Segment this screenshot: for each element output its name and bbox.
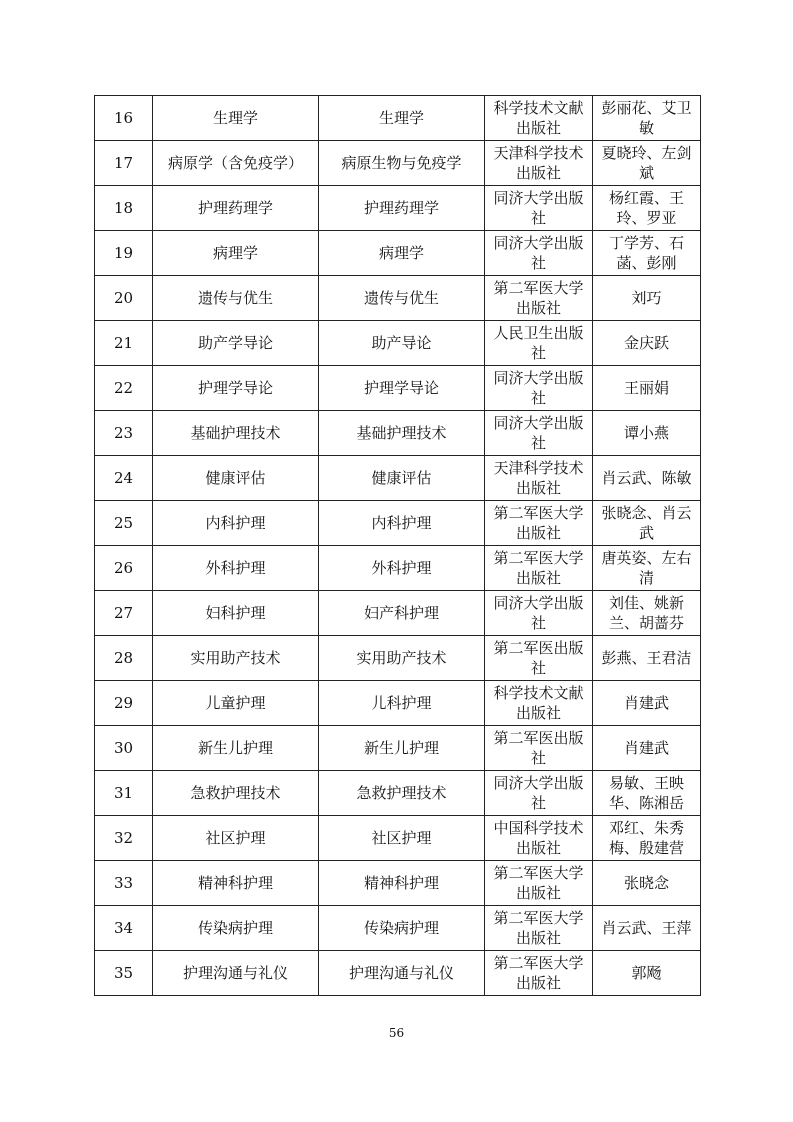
textbook-name: 生理学 xyxy=(319,96,485,141)
textbook-name: 新生儿护理 xyxy=(319,726,485,771)
row-number: 21 xyxy=(95,321,153,366)
course-name: 护理学导论 xyxy=(153,366,319,411)
course-name: 护理药理学 xyxy=(153,186,319,231)
publisher-name: 第二军医大学出版社 xyxy=(485,546,593,591)
textbook-name: 社区护理 xyxy=(319,816,485,861)
editor-name: 唐英姿、左右清 xyxy=(593,546,701,591)
table-body xyxy=(95,96,701,996)
textbook-name: 传染病护理 xyxy=(319,906,485,951)
publisher-name: 同济大学出版社 xyxy=(485,231,593,276)
publisher-name: 人民卫生出版社 xyxy=(485,321,593,366)
publisher-name: 第二军医大学出版社 xyxy=(485,906,593,951)
textbook-name: 精神科护理 xyxy=(319,861,485,906)
publisher-name: 科学技术文献出版社 xyxy=(485,681,593,726)
table-row xyxy=(95,951,701,996)
course-name: 实用助产技术 xyxy=(153,636,319,681)
publisher-name: 天津科学技术出版社 xyxy=(485,141,593,186)
table-row xyxy=(95,276,701,321)
row-number: 20 xyxy=(95,276,153,321)
textbook-name: 病原生物与免疫学 xyxy=(319,141,485,186)
row-number: 25 xyxy=(95,501,153,546)
editor-name: 邓红、朱秀梅、殷建营 xyxy=(593,816,701,861)
row-number: 17 xyxy=(95,141,153,186)
table-row xyxy=(95,816,701,861)
table-row xyxy=(95,96,701,141)
table-row xyxy=(95,771,701,816)
editor-name: 郭飏 xyxy=(593,951,701,996)
textbook-name: 遗传与优生 xyxy=(319,276,485,321)
textbook-name: 外科护理 xyxy=(319,546,485,591)
row-number: 32 xyxy=(95,816,153,861)
course-name: 病理学 xyxy=(153,231,319,276)
publisher-name: 第二军医大学出版社 xyxy=(485,276,593,321)
editor-name: 杨红霞、王玲、罗亚 xyxy=(593,186,701,231)
row-number: 35 xyxy=(95,951,153,996)
editor-name: 谭小燕 xyxy=(593,411,701,456)
publisher-name: 第二军医出版社 xyxy=(485,636,593,681)
table-row xyxy=(95,456,701,501)
table-row xyxy=(95,231,701,276)
editor-name: 王丽娟 xyxy=(593,366,701,411)
course-name: 新生儿护理 xyxy=(153,726,319,771)
editor-name: 夏晓玲、左剑斌 xyxy=(593,141,701,186)
row-number: 27 xyxy=(95,591,153,636)
textbook-name: 基础护理技术 xyxy=(319,411,485,456)
editor-name: 肖云武、陈敏 xyxy=(593,456,701,501)
publisher-name: 第二军医大学出版社 xyxy=(485,501,593,546)
course-name: 基础护理技术 xyxy=(153,411,319,456)
editor-name: 金庆跃 xyxy=(593,321,701,366)
publisher-name: 同济大学出版社 xyxy=(485,186,593,231)
course-name: 遗传与优生 xyxy=(153,276,319,321)
table-row xyxy=(95,906,701,951)
editor-name: 彭燕、王君洁 xyxy=(593,636,701,681)
publisher-name: 中国科学技术出版社 xyxy=(485,816,593,861)
editor-name: 肖云武、王萍 xyxy=(593,906,701,951)
course-name: 生理学 xyxy=(153,96,319,141)
textbook-name: 儿科护理 xyxy=(319,681,485,726)
publisher-name: 第二军医大学出版社 xyxy=(485,861,593,906)
course-name: 传染病护理 xyxy=(153,906,319,951)
table-row xyxy=(95,726,701,771)
row-number: 29 xyxy=(95,681,153,726)
course-name: 病原学（含免疫学） xyxy=(153,141,319,186)
table-row xyxy=(95,501,701,546)
course-name: 儿童护理 xyxy=(153,681,319,726)
course-name: 助产学导论 xyxy=(153,321,319,366)
textbook-name: 内科护理 xyxy=(319,501,485,546)
table-row xyxy=(95,681,701,726)
textbook-name: 急救护理技术 xyxy=(319,771,485,816)
publisher-name: 天津科学技术出版社 xyxy=(485,456,593,501)
publisher-name: 科学技术文献出版社 xyxy=(485,96,593,141)
row-number: 34 xyxy=(95,906,153,951)
textbook-name: 助产导论 xyxy=(319,321,485,366)
editor-name: 张晓念、肖云武 xyxy=(593,501,701,546)
editor-name: 彭丽花、艾卫敏 xyxy=(593,96,701,141)
textbook-name: 护理学导论 xyxy=(319,366,485,411)
editor-name: 肖建武 xyxy=(593,681,701,726)
publisher-name: 第二军医出版社 xyxy=(485,726,593,771)
textbook-name: 护理药理学 xyxy=(319,186,485,231)
course-name: 外科护理 xyxy=(153,546,319,591)
textbook-name: 健康评估 xyxy=(319,456,485,501)
course-name: 社区护理 xyxy=(153,816,319,861)
publisher-name: 同济大学出版社 xyxy=(485,366,593,411)
page-number: 56 xyxy=(388,1026,405,1040)
editor-name: 刘佳、姚新兰、胡蔷芬 xyxy=(593,591,701,636)
row-number: 18 xyxy=(95,186,153,231)
row-number: 22 xyxy=(95,366,153,411)
editor-name: 丁学芳、石菡、彭刚 xyxy=(593,231,701,276)
publisher-name: 同济大学出版社 xyxy=(485,771,593,816)
course-name: 精神科护理 xyxy=(153,861,319,906)
editor-name: 刘巧 xyxy=(593,276,701,321)
row-number: 28 xyxy=(95,636,153,681)
editor-name: 张晓念 xyxy=(593,861,701,906)
table-row xyxy=(95,186,701,231)
textbook-name: 实用助产技术 xyxy=(319,636,485,681)
table-row xyxy=(95,141,701,186)
row-number: 24 xyxy=(95,456,153,501)
textbook-name: 护理沟通与礼仪 xyxy=(319,951,485,996)
textbook-name: 妇产科护理 xyxy=(319,591,485,636)
course-name: 急救护理技术 xyxy=(153,771,319,816)
table-row xyxy=(95,366,701,411)
row-number: 33 xyxy=(95,861,153,906)
course-name: 妇科护理 xyxy=(153,591,319,636)
textbook-name: 病理学 xyxy=(319,231,485,276)
table-row xyxy=(95,546,701,591)
table-row xyxy=(95,411,701,456)
course-name: 护理沟通与礼仪 xyxy=(153,951,319,996)
row-number: 30 xyxy=(95,726,153,771)
table-row xyxy=(95,861,701,906)
publisher-name: 同济大学出版社 xyxy=(485,411,593,456)
editor-name: 易敏、王映华、陈湘岳 xyxy=(593,771,701,816)
publisher-name: 第二军医大学出版社 xyxy=(485,951,593,996)
editor-name: 肖建武 xyxy=(593,726,701,771)
table-row xyxy=(95,591,701,636)
course-name: 内科护理 xyxy=(153,501,319,546)
row-number: 26 xyxy=(95,546,153,591)
publisher-name: 同济大学出版社 xyxy=(485,591,593,636)
table-row xyxy=(95,321,701,366)
course-name: 健康评估 xyxy=(153,456,319,501)
row-number: 31 xyxy=(95,771,153,816)
row-number: 19 xyxy=(95,231,153,276)
row-number: 23 xyxy=(95,411,153,456)
textbook-table xyxy=(94,95,701,996)
row-number: 16 xyxy=(95,96,153,141)
table-row xyxy=(95,636,701,681)
